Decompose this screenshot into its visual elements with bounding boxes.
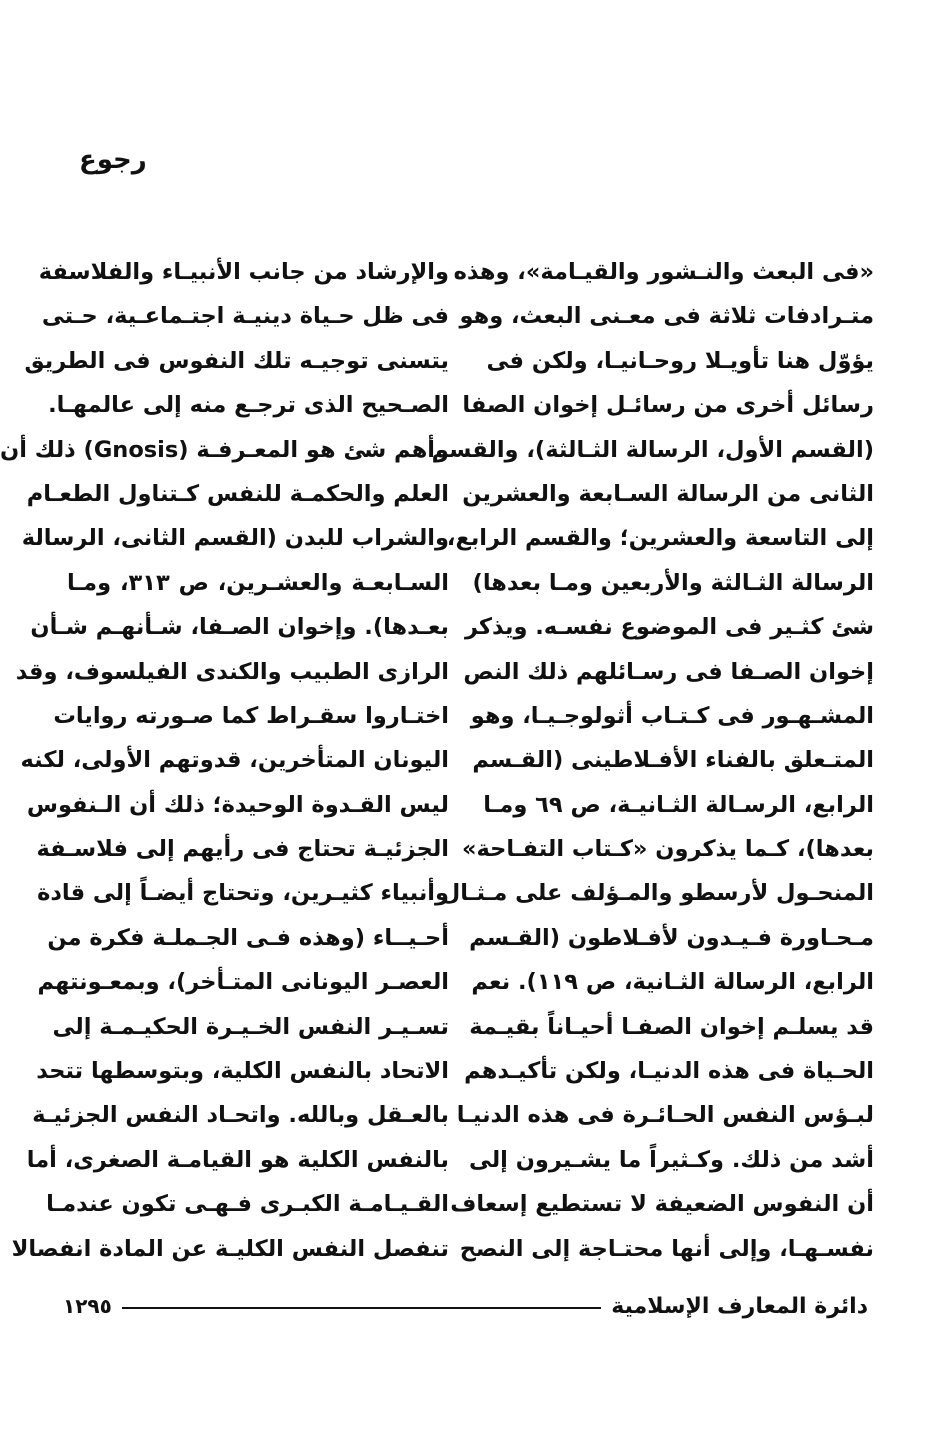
running-head: رجوع (79, 145, 147, 175)
text-line: الصـحيح الذى ترجـع منه إلى عالمهـا. (48, 392, 449, 419)
text-line: الرابع، الرسالة الثـانية، ص ١١٩). نعم (471, 969, 874, 996)
page-footer (63, 1286, 868, 1326)
text-line: الثانى من الرسالة السـابعة والعشرين (462, 480, 874, 507)
text-line: العلم والحكمـة للنفس كـتناول الطعـام (26, 480, 449, 507)
page-number: ١٢٩٥ (63, 1294, 112, 1318)
text-line: بعدها)، كـما يذكرون «كـتاب التفـاحة» (461, 836, 874, 863)
text-line: بعـدها). وإخوان الصـفا، شـأنهـم شـأن (30, 614, 449, 641)
text-line: والشراب للبدن (القسم الثانى، الرسالة (21, 525, 449, 552)
text-line: إخوان الصـفا فى رسـائلهم ذلك النص (463, 658, 874, 685)
text-line: تسـيـر النفس الخـيـرة الحكيـمـة إلى (52, 1013, 449, 1040)
text-column-right (431, 250, 874, 1271)
text-column-left (0, 250, 449, 1271)
text-line: الرسالة الثـالثة والأربعين ومـا بعدها) (472, 569, 874, 596)
text-line: شئ كثـير فى الموضوع نفسـه. ويذكر (464, 614, 874, 641)
text-line: الجزئيـة تحتاج فى رأيهم إلى فلاسـفة (36, 836, 449, 863)
text-line: أحـيــاء (وهذه فـى الجـملـة فكرة من (47, 924, 449, 951)
text-line: (القسم الأول، الرسالة الثـالثة)، والقسم (431, 436, 874, 463)
text-line: والإرشاد من جانب الأنبيـاء والفلاسفة (38, 259, 449, 285)
text-line: العصـر اليونانى المتـأخر)، وبمعـونتهم (37, 969, 449, 996)
text-line: المتـعلق بالفناء الأفـلاطينى (القـسم (472, 747, 874, 774)
text-line: اليونان المتأخرين، قدوتهم الأولى، لكنه (20, 747, 449, 774)
text-line: إلى التاسعة والعشرين؛ والقسم الرابع، (446, 525, 874, 552)
text-line: اختـاروا سقـراط كما صـورته روايات (53, 702, 449, 729)
text-line: الاتحاد بالنفس الكلية، وبتوسطها تتحد (36, 1058, 449, 1085)
text-line: نفسـهـا، وإلى أنها محتـاجة إلى النصح (459, 1235, 874, 1262)
text-line: الرابع، الرسـالة الثـانيـة، ص ٦٩ ومـا (483, 791, 874, 818)
text-line: الحـياة فى هذه الدنيـا، ولكن تأكيـدهم (464, 1058, 874, 1085)
text-line: المنحـول لأرسطو والمـؤلف على مـثـال (440, 880, 874, 907)
footer-rule (122, 1307, 601, 1309)
text-line: ليس القـدوة الوحيدة؛ ذلك أن الـنفوس (26, 791, 449, 818)
text-line: أشد من ذلك. وكـثيراً ما يشـيرون إلى (468, 1146, 874, 1173)
text-line: السـابعـة والعشـرين، ص ٣١٣، ومـا (67, 569, 449, 596)
text-line: بالعـقل وبالله. واتحـاد النفس الجزئيـة (32, 1102, 449, 1129)
text-line: المشـهـور فى كـتـاب أثولوجـيـا، وهو (470, 702, 874, 729)
text-line: يؤوّل هنا تأويـلا روحـانيـا، ولكن فى (486, 347, 874, 374)
text-line: قد يسلـم إخوان الصفـا أحيـاناً بقيـمة (469, 1013, 874, 1040)
text-line: الرازى الطبيب والكندى الفيلسوف، وقد (15, 658, 449, 685)
text-line: القـيـامـة الكبـرى فـهـى تكون عندمـا (46, 1191, 449, 1218)
text-line: وأهم شئ هو المعـرفـة (Gnosis) ذلك أن (0, 436, 449, 463)
text-line: لبـؤس النفس الحـائـرة فى هذه الدنيـا (456, 1102, 874, 1129)
text-line: رسائل أخرى من رسائـل إخوان الصفا (462, 392, 874, 419)
text-line: مـحـاورة فـيـدون لأفـلاطون (القـسم (469, 924, 874, 951)
text-line: متـرادفات ثلاثة فى معـنى البعث، وهو (459, 303, 874, 330)
text-line: يتسنى توجيـه تلك النفوس فى الطريق (24, 347, 449, 374)
text-line: بالنفس الكلية هو القيامـة الصغرى، أما (26, 1146, 449, 1173)
text-line: تنفصل النفس الكليـة عن المادة انفصالا (11, 1235, 449, 1262)
text-line: «فى البعث والنـشور والقيـامة»، وهذه (453, 259, 874, 285)
footer-title: دائرة المعارف الإسلامية (611, 1293, 868, 1319)
text-line: فى ظل حـياة دينيـة اجتـماعـية، حـتى (41, 303, 449, 330)
text-line: أن النفوس الضعيفة لا تستطيع إسعاف (450, 1191, 874, 1218)
text-line: وأنبياء كثيـرين، وتحتاج أيضـاً إلى قادة (37, 880, 449, 907)
